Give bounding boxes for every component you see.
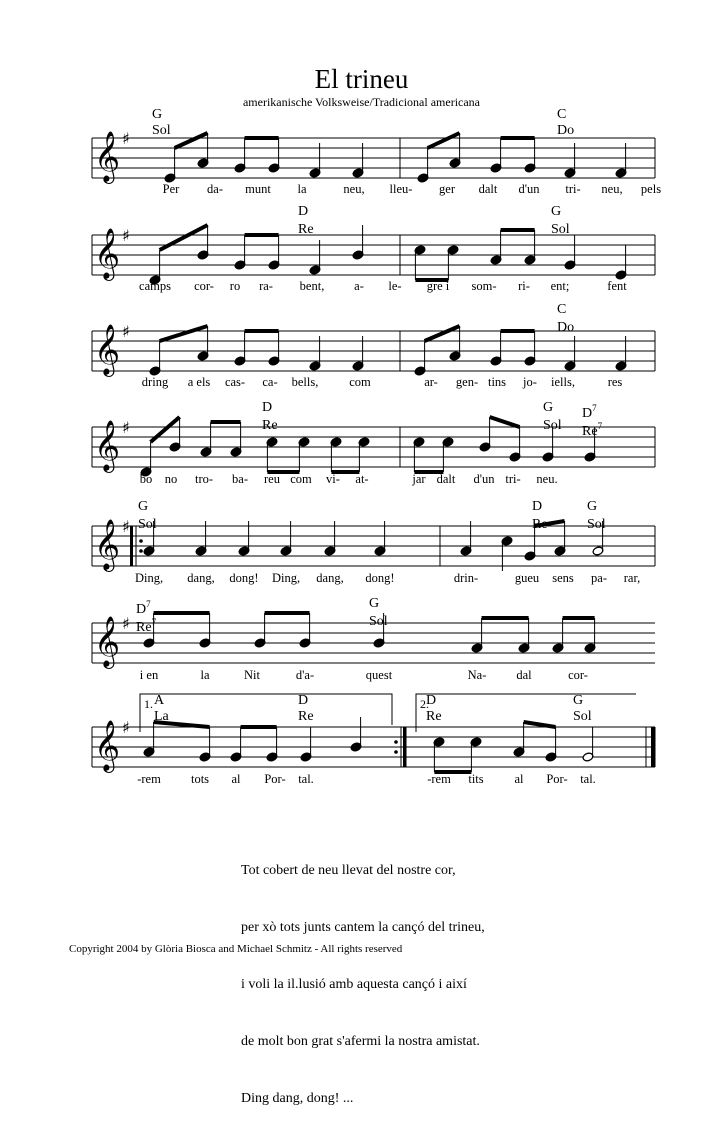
lyric-syllable: la [297, 182, 307, 196]
lyric-syllable: -rem [137, 772, 161, 786]
lyric-syllable: dang, [316, 571, 344, 585]
lyric-syllable: fent [607, 279, 627, 293]
chord-solfege: Sol [369, 614, 388, 629]
chord-symbol: G [152, 107, 163, 122]
chord-solfege: Sol [587, 517, 606, 532]
song-title: El trineu [314, 64, 409, 94]
lyric-syllable: jo- [523, 375, 537, 389]
volta-bracket-2 [416, 694, 636, 732]
note [582, 727, 594, 762]
chord-solfege: Re [298, 709, 314, 724]
lyric-syllable: tri- [505, 472, 521, 486]
beam [425, 326, 460, 341]
note [615, 245, 627, 280]
lyric-syllable: bo [139, 472, 153, 486]
copyright-notice: Copyright 2004 by Glòria Biosca and Michael Schmitz - All rights reserved [69, 943, 403, 955]
note [352, 225, 364, 260]
chord-solfege: Re [298, 222, 314, 237]
lyric-syllable: Na- [467, 668, 487, 682]
verse-line: per xò tots junts cantem la cançó del trineu, [241, 920, 485, 935]
key-signature-sharp-icon: ♯ [122, 718, 130, 737]
note [299, 613, 311, 648]
repeat-dot [394, 740, 398, 744]
key-signature-sharp-icon: ♯ [122, 226, 130, 245]
lyric-syllable: da- [207, 182, 223, 196]
lyric-syllable: ar- [424, 375, 438, 389]
note [268, 138, 280, 173]
note [524, 138, 536, 173]
lyric-syllable: pa- [591, 571, 607, 585]
lyric-syllable: Por- [546, 772, 568, 786]
lyric-syllable: tri- [565, 182, 581, 196]
lyric-syllable: neu, [343, 182, 365, 196]
lyric-syllable: tits [468, 772, 484, 786]
lyric-syllable: camps [139, 279, 171, 293]
chord-solfege: Sol [152, 123, 171, 138]
note [149, 341, 161, 376]
lyric-syllable: la [200, 668, 210, 682]
lyric-syllable: Por- [264, 772, 286, 786]
staff-system [0, 402, 723, 482]
lyric-syllable: dalt [436, 472, 456, 486]
treble-clef-icon: 𝄞 [94, 519, 121, 570]
chord-solfege: Sol [138, 517, 157, 532]
lyric-syllable: dong! [229, 571, 259, 585]
note [268, 331, 280, 366]
lyric-syllable: quest [365, 668, 393, 682]
lyric-syllable: Nit [244, 668, 260, 682]
treble-clef-icon: 𝄞 [94, 720, 121, 771]
lyric-syllable: d'un [518, 182, 540, 196]
note [414, 341, 426, 376]
key-signature-sharp-icon: ♯ [122, 517, 130, 536]
chord-solfege: Sol [573, 709, 592, 724]
lyric-syllable: tots [190, 772, 210, 786]
verse-text [241, 823, 485, 1127]
lyric-syllable: tins [487, 375, 507, 389]
lyric-syllable: -rem [427, 772, 451, 786]
note [234, 138, 246, 173]
verse-line: i voli la il.lusió amb aquesta cançó i així [241, 977, 467, 992]
lyric-syllable: a els [187, 375, 211, 389]
lyric-syllable: sens [552, 571, 574, 585]
chord-solfege: Re [426, 709, 442, 724]
lyric-syllable: ri- [518, 279, 530, 293]
repeat-dot [139, 549, 143, 553]
lyric-syllable: neu. [536, 472, 558, 486]
beam [490, 417, 520, 427]
lyric-syllable: al [514, 772, 524, 786]
note [509, 427, 521, 462]
lyric-syllable: no [164, 472, 178, 486]
treble-clef-icon: 𝄞 [94, 228, 121, 279]
lyric-syllable: dalt [478, 182, 498, 196]
chord-symbol: D [298, 204, 309, 219]
chord-symbol: G [369, 596, 380, 611]
verse-line: de molt bon grat s'afermi la nostra amistat. [241, 1034, 480, 1049]
chord-symbol: C [557, 107, 567, 122]
treble-clef-icon: 𝄞 [94, 324, 121, 375]
chord-symbol: G [587, 499, 598, 514]
treble-clef-icon: 𝄞 [94, 420, 121, 471]
chord-symbol: G [573, 693, 584, 708]
note [479, 417, 491, 452]
final-thick-bar [651, 727, 655, 767]
repeat-start-thick-bar [130, 526, 133, 566]
note [417, 148, 429, 183]
lyric-syllable: a- [354, 279, 364, 293]
note [490, 138, 502, 173]
chord-solfege: Re$^7$ [136, 617, 157, 635]
chord-symbol: D [426, 693, 437, 708]
lyric-syllable: bent, [299, 279, 325, 293]
note [545, 727, 557, 762]
lyric-syllable: dring [141, 375, 169, 389]
volta-number: 2. [420, 697, 429, 711]
lyric-syllable: neu, [601, 182, 623, 196]
lyric-syllable: res [607, 375, 623, 389]
chord-symbol: A [154, 693, 165, 708]
repeat-dot [139, 539, 143, 543]
lyric-syllable: tal. [580, 772, 596, 786]
beam [175, 133, 208, 148]
lyric-syllable: le- [388, 279, 402, 293]
lyric-syllable: gen- [455, 375, 479, 389]
chord-solfege: Re$^7$ [582, 421, 603, 439]
key-signature-sharp-icon: ♯ [122, 614, 130, 633]
lyric-syllable: reu [264, 472, 280, 486]
chord-solfege: Do [557, 123, 575, 138]
lyric-syllable: d'a- [295, 668, 315, 682]
staff-system [0, 501, 723, 581]
chord-solfege: Re [532, 517, 548, 532]
treble-clef-icon: 𝄞 [94, 131, 121, 182]
note [199, 727, 211, 762]
note [254, 613, 266, 648]
lyric-syllable: vi- [326, 472, 340, 486]
lyric-syllable: gre i [426, 279, 450, 293]
lyric-syllable: dang, [187, 571, 215, 585]
chord-symbol: G [138, 499, 149, 514]
note [268, 235, 280, 270]
lyric-syllable: Ding, [134, 571, 164, 585]
staff-system [0, 306, 723, 386]
lyric-syllable: lleu- [389, 182, 413, 196]
lyric-syllable: tal. [298, 772, 314, 786]
chord-symbol: D [262, 400, 273, 415]
lyric-syllable: i en [139, 668, 159, 682]
lyric-syllable: jar [412, 472, 426, 486]
chord-solfege: Re [262, 418, 278, 433]
chord-solfege: Sol [543, 418, 562, 433]
lyric-syllable: at- [355, 472, 369, 486]
lyric-syllable: Ding, [271, 571, 301, 585]
staff-system [0, 702, 723, 782]
lyric-syllable: Per [162, 182, 180, 196]
note [230, 727, 242, 762]
volta-number: 1. [144, 697, 153, 711]
lyric-syllable: tro- [194, 472, 214, 486]
lyric-syllable: com [290, 472, 312, 486]
lyric-syllable: ro [229, 279, 241, 293]
lyric-syllable: rar, [623, 571, 641, 585]
lyric-syllable: pels [640, 182, 662, 196]
lyric-syllable: cor- [194, 279, 214, 293]
chord-symbol: G [543, 400, 554, 415]
note [234, 331, 246, 366]
lyric-syllable: al [231, 772, 241, 786]
chord-symbol: G [551, 204, 562, 219]
treble-clef-icon: 𝄞 [94, 616, 121, 667]
lyric-syllable: d'un [473, 472, 495, 486]
lyric-syllable: ca- [262, 375, 278, 389]
chord-symbol: $D^7$ [136, 599, 151, 617]
lyric-syllable: iells, [551, 375, 575, 389]
note [490, 331, 502, 366]
note [564, 235, 576, 270]
note [164, 148, 176, 183]
lyric-syllable: com [349, 375, 371, 389]
lyric-syllable: bells, [291, 375, 319, 389]
chord-solfege: Sol [551, 222, 570, 237]
lyric-syllable: ger [439, 182, 455, 196]
beam [151, 417, 180, 442]
note [524, 331, 536, 366]
lyric-syllable: munt [245, 182, 271, 196]
chord-solfege: Do [557, 320, 575, 335]
verse-line: Ding dang, dong! ... [241, 1091, 354, 1106]
lyric-syllable: gueu [514, 571, 540, 585]
lyric-syllable: som- [471, 279, 497, 293]
beam [160, 225, 208, 250]
note [266, 727, 278, 762]
lyric-syllable: ra- [259, 279, 273, 293]
chord-solfege: La [154, 709, 169, 724]
beam [160, 326, 208, 341]
lyric-syllable: drin- [453, 571, 479, 585]
verse-line: Tot cobert de neu llevat del nostre cor, [241, 863, 456, 878]
key-signature-sharp-icon: ♯ [122, 418, 130, 437]
note [300, 727, 312, 762]
staff-system [0, 113, 723, 193]
lyric-syllable: cor- [568, 668, 588, 682]
staff-system [0, 598, 723, 678]
note [199, 613, 211, 648]
lyric-syllable: dal [516, 668, 532, 682]
chord-symbol: C [557, 302, 567, 317]
chord-symbol: $D^7$ [582, 403, 597, 421]
key-signature-sharp-icon: ♯ [122, 322, 130, 341]
chord-symbol: D [298, 693, 309, 708]
repeat-end-thick-bar [403, 727, 406, 767]
beam [428, 133, 460, 148]
lyric-syllable: dong! [365, 571, 395, 585]
lyric-syllable: ent; [550, 279, 570, 293]
chord-symbol: D [532, 499, 543, 514]
note [234, 235, 246, 270]
lyric-syllable: cas- [224, 375, 246, 389]
repeat-dot [394, 750, 398, 754]
song-subtitle: amerikanische Volksweise/Tradicional americana [242, 95, 481, 109]
staff-system [0, 210, 723, 290]
note [350, 717, 362, 752]
beam [524, 722, 556, 727]
key-signature-sharp-icon: ♯ [122, 129, 130, 148]
lyric-syllable: ba- [232, 472, 248, 486]
